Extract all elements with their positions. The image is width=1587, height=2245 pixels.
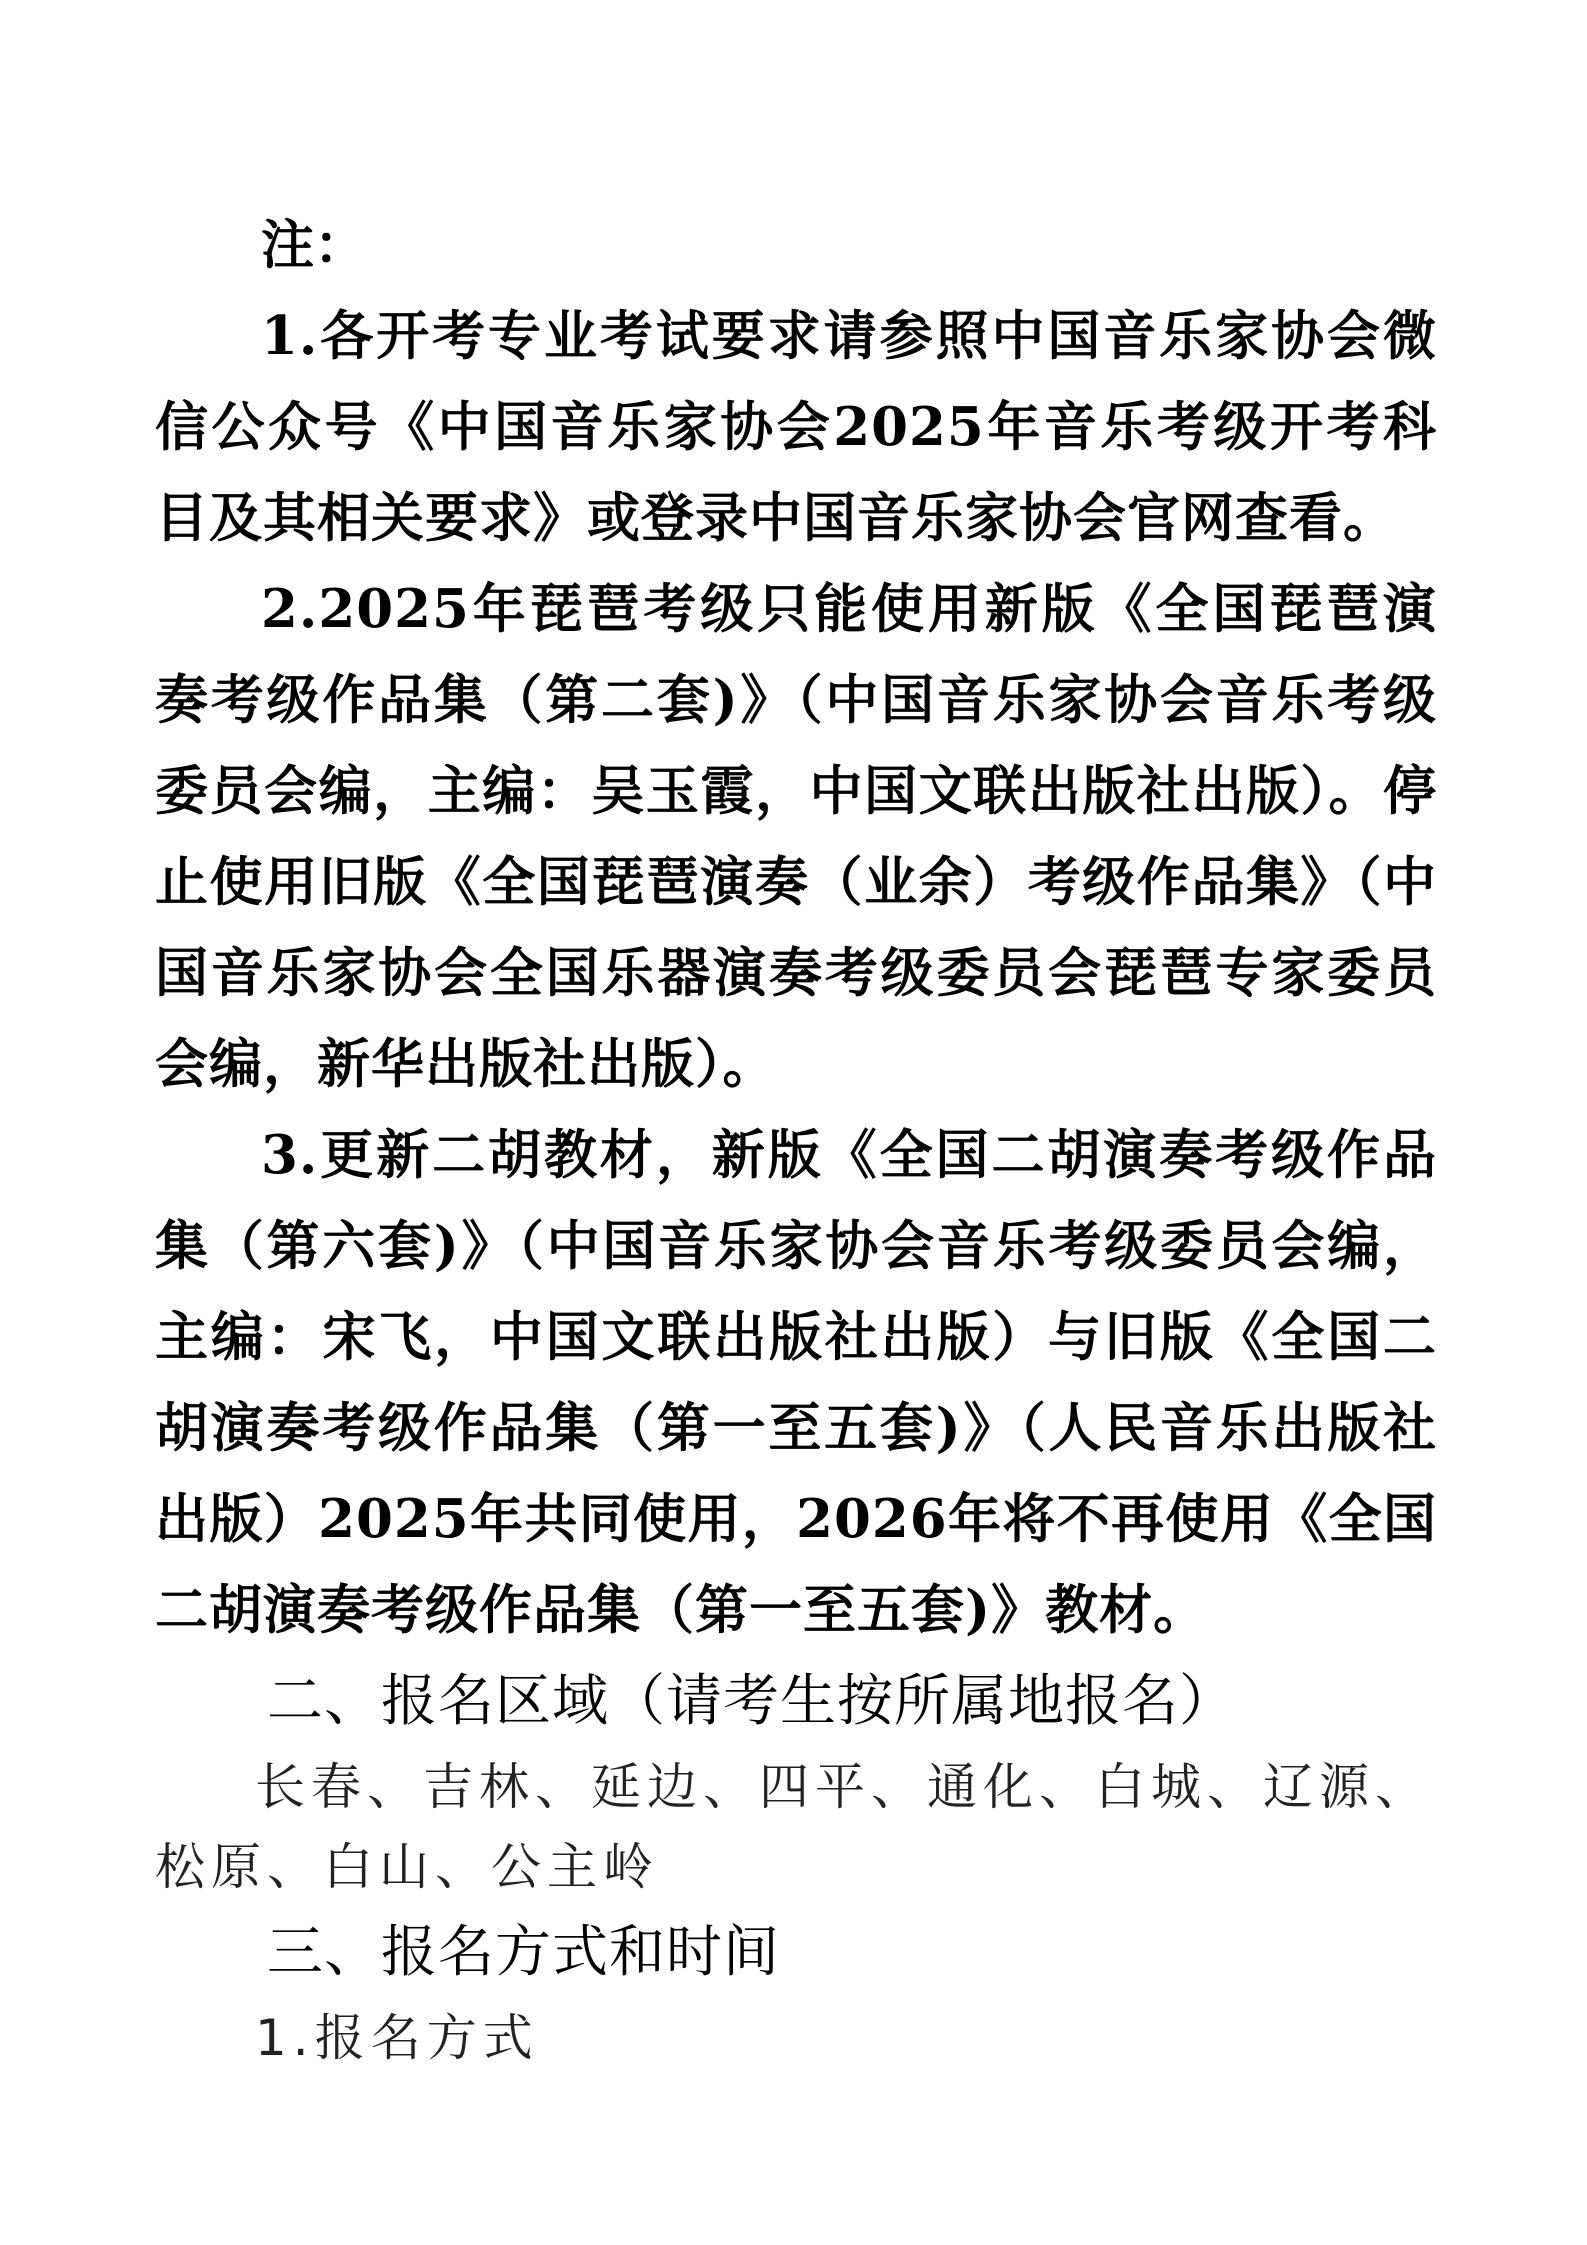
section3-heading: 三、报名方式和时间 bbox=[267, 1920, 780, 1985]
note-item-2: 2.2025年琵琶考级只能使用新版《全国琵琶演奏考级作品集（第二套)》（中国音乐家协会音乐考级委员会编，主编：吴玉霞，中国文联出版社出版）。停止使用旧版《全国琵琶演奏（业余）考级作品集》（中国音乐家协会全国乐器演奏考级委员会琵琶专家委员会编，新华出版社出版）。 bbox=[155, 578, 1437, 1095]
section2-region-list: 长春、吉林、延边、四平、通化、白城、辽源、松原、白山、公主岭 bbox=[155, 1758, 1431, 1896]
section2-heading: 二、报名区域（请考生按所属地报名） bbox=[267, 1669, 1236, 1734]
section3-subheading: 1.报名方式 bbox=[255, 2009, 539, 2067]
notes-label: 注： bbox=[261, 214, 367, 276]
note-item-1: 1.各开考专业考试要求请参照中国音乐家协会微信公众号《中国音乐家协会2025年音乐考级开考科目及其相关要求》或登录中国音乐家协会官网查看。 bbox=[155, 305, 1437, 549]
note-item-3: 3.更新二胡教材，新版《全国二胡演奏考级作品集（第六套)》（中国音乐家协会音乐考级委员会编，主编：宋飞，中国文联出版社出版）与旧版《全国二胡演奏考级作品集（第一至五套)》（人民音乐出版社出版）2025年共同使用，2026年将不再使用《全国二胡演奏考级作品集（第一至五套)》教材。 bbox=[155, 1124, 1437, 1641]
document-body bbox=[155, 200, 1437, 2078]
